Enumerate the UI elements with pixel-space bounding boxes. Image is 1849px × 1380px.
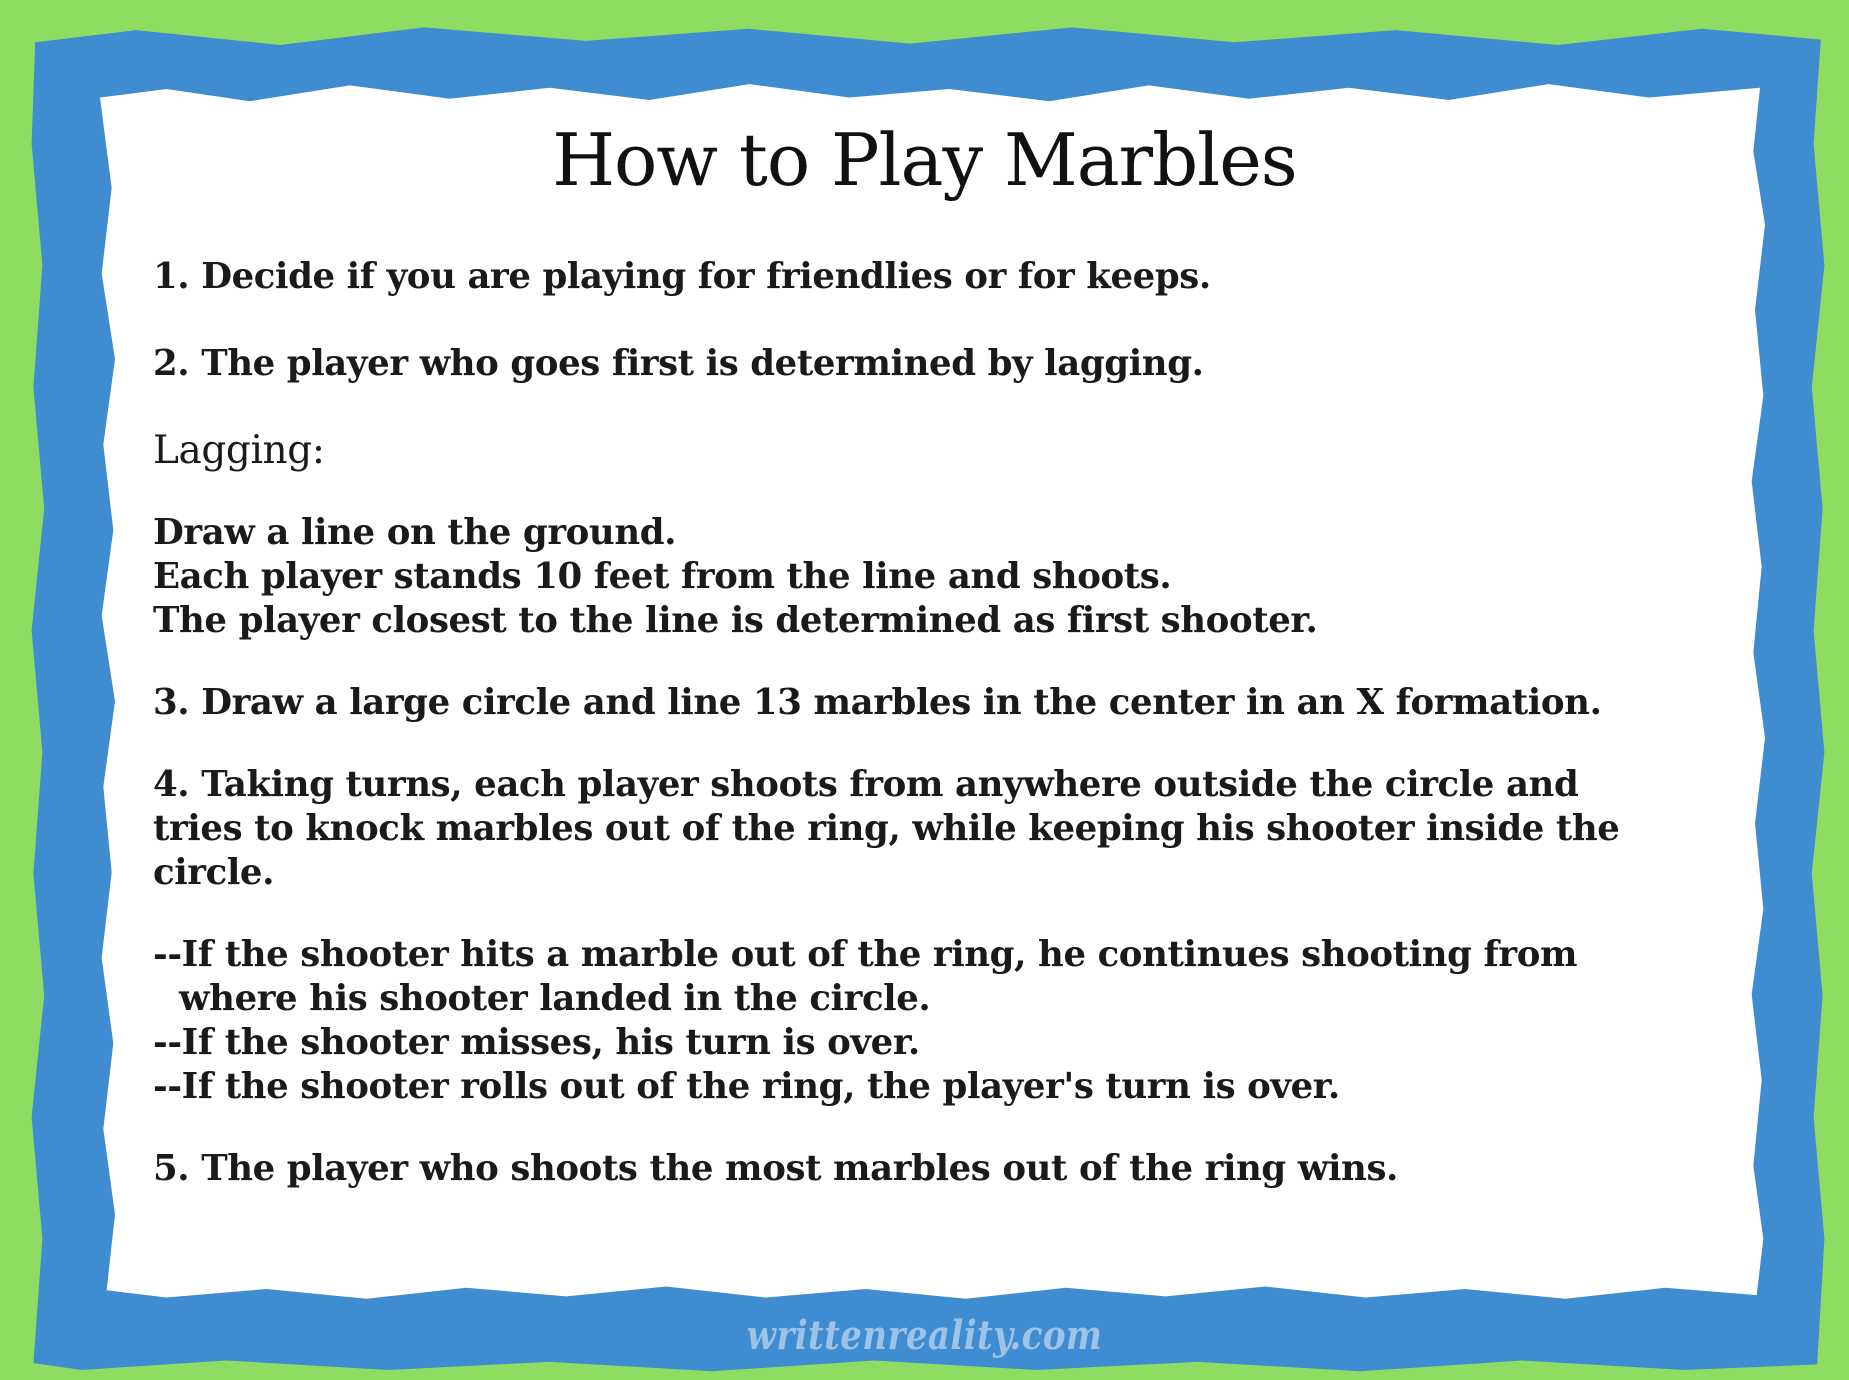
step-4-line: circle. — [153, 852, 275, 893]
rule-line: --If the shooter hits a marble out of the ring, he continues shooting from — [153, 934, 1578, 975]
rule-line: --If the shooter rolls out of the ring, the player's turn is over. — [153, 1066, 1340, 1107]
lagging-line: The player closest to the line is determined as first shooter. — [153, 600, 1318, 641]
step-2: 2. The player who goes first is determined by lagging. — [153, 343, 1204, 384]
step-3: 3. Draw a large circle and line 13 marbles in the center in an X formation. — [153, 682, 1602, 723]
rule-line: where his shooter landed in the circle. — [179, 978, 931, 1019]
rule-line: --If the shooter misses, his turn is over. — [153, 1022, 920, 1063]
page-title: How to Play Marbles — [552, 118, 1297, 202]
lagging-line: Each player stands 10 feet from the line and shoots. — [153, 556, 1172, 597]
watermark-text: writtenreality.com — [746, 1312, 1103, 1359]
step-5: 5. The player who shoots the most marbles out of the ring wins. — [153, 1148, 1399, 1189]
lagging-line: Draw a line on the ground. — [153, 512, 677, 553]
lagging-heading: Lagging: — [153, 428, 325, 473]
step-4-line: 4. Taking turns, each player shoots from anywhere outside the circle and — [153, 764, 1579, 805]
step-4-line: tries to knock marbles out of the ring, while keeping his shooter inside the — [153, 808, 1620, 849]
instructions-body — [153, 255, 1753, 1191]
step-1: 1. Decide if you are playing for friendlies or for keeps. — [153, 256, 1211, 297]
